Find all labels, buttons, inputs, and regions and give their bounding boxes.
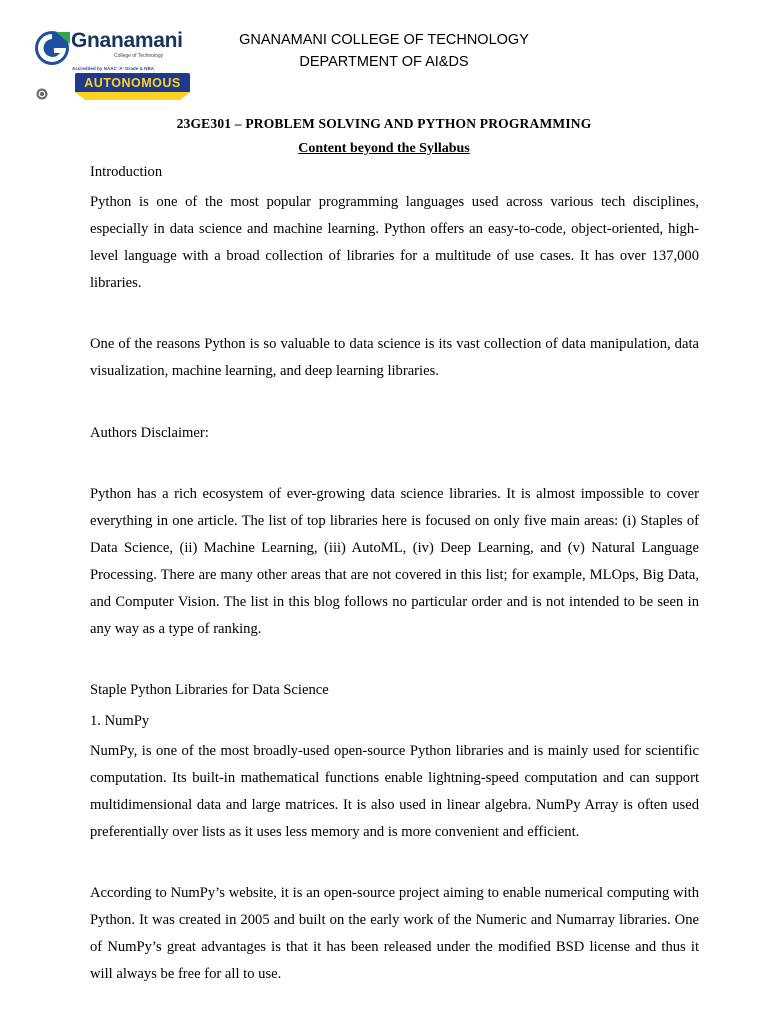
numpy-paragraph-2: According to NumPy’s website, it is an open-source project aiming to enable numerical computing with Python. It was created in 2005 and built on the early work of the Numeric and Numarray libraries. One of NumPy’s great advantages is that it has been released under the modified BSD license and thus it will always be free for all to use.: [90, 885, 699, 982]
college-g-logo-icon: [32, 28, 72, 68]
disclaimer-heading: Authors Disclaimer:: [90, 425, 209, 441]
intro-paragraph-2: One of the reasons Python is so valuable to data science is its vast collection of data manipulation, data visualization, machine learning, and deep learning libraries.: [90, 336, 699, 379]
numpy-paragraph-1: NumPy, is one of the most broadly-used open-source Python libraries and is mainly used for scientific computation. Its built-in mathematical functions enable lightning-speed computation and can support multidimensional data and large matrices. It is also used in linear algebra. NumPy Array is often used preferentially over lists as it uses less memory and is more convenient and efficient.: [90, 743, 699, 840]
course-subtitle-text: Content beyond the Syllabus: [298, 141, 470, 156]
emblem-icon: [36, 88, 48, 100]
logo-accreditation: Accredited by NAAC 'A' Grade & NBA: [72, 66, 155, 71]
disclaimer-paragraph: Python has a rich ecosystem of ever-growing data science libraries. It is almost impossible to cover everything in one article. The list of top libraries here is focused on only five main areas: (i) Staples of Data Science, (ii) Machine Learning, (iii) AutoML, (iv) Deep Learning, and (v) Natural Language Processing. There are many other areas that are not covered in this list; for example, MLOps, Big Data, and Computer Vision. The list in this blog follows no particular order and is not intended to be seen in any way as a type of ranking.: [90, 486, 699, 637]
numpy-heading: 1. NumPy: [90, 713, 150, 729]
intro-paragraph-1: Python is one of the most popular programming languages used across various tech disciplines, especially in data science and machine learning. Python offers an easy-to-code, object-oriented, high-level language with a broad collection of libraries for a multitude of use cases. It has over 137,000 libraries.: [90, 194, 699, 291]
college-logo: [32, 28, 194, 106]
course-title: 23GE301 – PROBLEM SOLVING AND PYTHON PROGRAMMING: [176, 116, 592, 131]
college-name: GNANAMANI COLLEGE OF TECHNOLOGY: [239, 32, 529, 48]
autonomous-badge: AUTONOMOUS: [75, 73, 190, 93]
course-subtitle: [90, 141, 678, 157]
staple-libraries-heading: Staple Python Libraries for Data Science: [90, 682, 329, 698]
department-name: DEPARTMENT OF AI&DS: [299, 54, 469, 70]
logo-name: Gnanamani: [71, 29, 183, 52]
badge-ribbon-icon: [75, 92, 190, 100]
intro-heading: Introduction: [90, 164, 163, 180]
logo-subtitle: College of Technology: [114, 53, 164, 59]
